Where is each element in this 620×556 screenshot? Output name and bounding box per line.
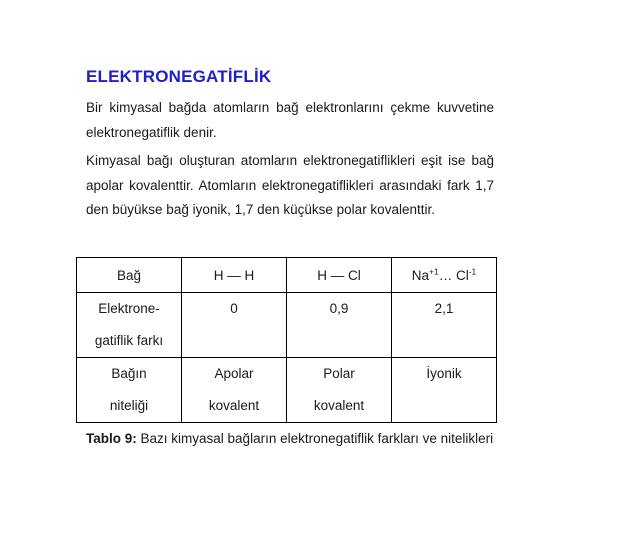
cl-charge: -1: [468, 266, 477, 276]
table-caption: [86, 428, 494, 449]
definition-paragraph: Bir kimyasal bağda atomların bağ elektronlarını çekme kuvvetine elektronegatiflik denir.: [86, 100, 494, 140]
electronegativity-table: [76, 257, 497, 423]
table-header-row: [77, 258, 497, 293]
table-cell: [287, 358, 392, 423]
row-label-difference: [77, 293, 182, 358]
cell-line: kovalent: [208, 398, 260, 413]
row-label-line: niteliği: [109, 398, 149, 413]
section-title: ELEKTRONEGATİFLİK: [86, 67, 272, 86]
caption-label: Tablo 9:: [86, 431, 137, 446]
cell-line: Apolar: [214, 366, 254, 381]
header-cell-h-cl: H — Cl: [287, 258, 392, 293]
na-cl-dots: … Cl: [438, 267, 469, 283]
table-cell: 0: [182, 293, 287, 358]
row-label-line: gatiflik farkı: [94, 333, 164, 348]
row-label-line: Elektrone-: [98, 301, 160, 316]
row-label-nature: [77, 358, 182, 423]
table-row: [77, 293, 497, 358]
table-cell: [392, 358, 497, 423]
header-cell-bond: Bağ: [77, 258, 182, 293]
row-label-line: Bağın: [111, 366, 147, 381]
table-cell: 2,1: [392, 293, 497, 358]
table-row: [77, 358, 497, 423]
na-symbol: Na: [411, 267, 429, 283]
caption-text: Bazı kimyasal bağların elektronegatiflik farkları ve nitelikleri: [136, 431, 494, 446]
header-cell-h-h: H — H: [182, 258, 287, 293]
cell-line: kovalent: [313, 398, 365, 413]
cell-line: İyonik: [426, 366, 462, 381]
header-cell-na-cl: [392, 258, 497, 293]
document-page: [86, 66, 494, 446]
table-cell: [182, 358, 287, 423]
table-cell: 0,9: [287, 293, 392, 358]
na-charge: +1: [429, 266, 439, 276]
cell-line: Polar: [323, 366, 355, 381]
explanation-paragraph: Kimyasal bağı oluşturan atomların elektronegatiflikleri eşit ise bağ apolar kovalenttir. Atomların elektronegatiflikleri arasındaki fark 1,7 den büyükse bağ iyonik, 1,7 den küçükse polar kovalenttir.: [86, 153, 494, 217]
